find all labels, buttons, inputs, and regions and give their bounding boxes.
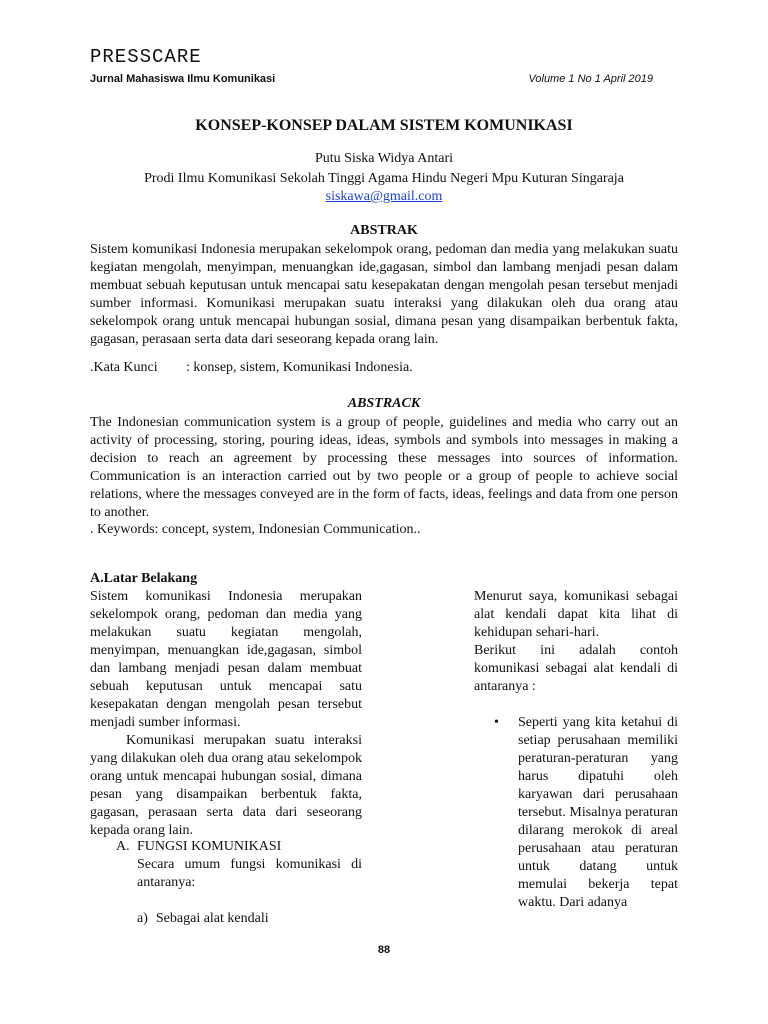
abstract-en-text: The Indonesian communication system is a group of people, guidelines and media who carry out an activity of processing, storing, pouring ideas, ideas, symbols and symbols into messages in making a decision to reach an agreement by processing these messages into sources of information. Communication is an interaction carried out by two people or a group of people to achieve social relations, where the messages conveyed are in the form of facts, ideas, feelings and data from one person to another. (90, 415, 678, 520)
sub-list-label: Sebagai alat kendali (155, 911, 269, 926)
list-item-fungsi (116, 838, 282, 856)
bullet-text: Seperti yang kita ketahui di setiap perusahaan memiliki peraturan-peraturan yang harus dipatuhi oleh karyawan dari perusahaan tersebut. Misalnya peraturan dilarang merokok di areal perusahaan atau peraturan untuk datang untuk memulai bekerja tepat waktu. Dari adanya (518, 715, 678, 910)
abstract-text: Sistem komunikasi Indonesia merupakan sekelompok orang, pedoman dan media yang melakukan suatu kegiatan mengolah, menyimpan, menuangkan ide,gagasan, simbol dan lambang menjadi pesan dalam membuat sebuah keputusan untuk mencapai satu kesepakatan dengan mengolah pesan tersebut menjadi sumber informasi. Komunikasi merupakan suatu interaksi yang dilakukan oleh dua orang atau sekelompok orang untuk mencapai hubungan sosial, dimana pesan yang disampaikan berbentuk fakta, gagasan, perasaan serta data dari seseorang kepada orang lain. (90, 242, 678, 347)
keywords-label: .Kata Kunci (90, 360, 158, 375)
list-label: FUNGSI KOMUNIKASI (137, 839, 282, 854)
article-title: KONSEP-KONSEP DALAM SISTEM KOMUNIKASI (195, 117, 573, 134)
author-email-line (0, 189, 768, 205)
page-number: 88 (377, 944, 391, 956)
list-item-text: Secara umum fungsi komunikasi di antaranya: (137, 857, 362, 890)
list-marker: A. (116, 839, 130, 854)
left-paragraph-1: Sistem komunikasi Indonesia merupakan sekelompok orang, pedoman dan media yang melakukan suatu kegiatan mengolah, menyimpan, menuangkan ide,gagasan, simbol dan lambang menjadi pesan dalam membuat sebuah keputusan untuk mencapai satu kesepakatan dengan mengolah pesan tersebut menjadi sumber informasi. (90, 589, 362, 730)
keywords-value: : konsep, sistem, Komunikasi Indonesia. (186, 360, 413, 375)
keywords-en: . Keywords: concept, system, Indonesian Communication.. (90, 522, 421, 537)
author-email-link[interactable]: siskawa@gmail.com (325, 189, 443, 204)
right-paragraph-1: Menurut saya, komunikasi sebagai alat kendali dapat kita lihat di kehidupan sehari-hari. (474, 589, 678, 640)
sub-list-marker: a) (137, 911, 148, 926)
sub-list-item (137, 910, 269, 928)
right-column (474, 588, 678, 696)
journal-volume: Volume 1 No 1 April 2019 (528, 73, 653, 85)
author-affiliation: Prodi Ilmu Komunikasi Sekolah Tinggi Agama Hindu Negeri Mpu Kuturan Singaraja (144, 171, 624, 186)
journal-name: Jurnal Mahasiswa Ilmu Komunikasi (90, 73, 276, 85)
author-name: Putu Siska Widya Antari (314, 151, 453, 166)
bullet-icon: • (494, 715, 499, 730)
abstract-heading: ABSTRAK (350, 223, 418, 238)
section-heading: A.Latar Belakang (90, 571, 198, 586)
left-paragraph-2: Komunikasi merupakan suatu interaksi yang dilakukan oleh dua orang atau sekelompok orang untuk mencapai hubungan sosial, dimana pesan yang disampaikan berbentuk fakta, gagasan, perasaan serta data dari seseorang kepada orang lain. (90, 733, 362, 838)
abstract-en-heading: ABSTRACK (347, 396, 421, 411)
keywords-line (90, 360, 413, 376)
left-column (90, 570, 362, 840)
journal-brand: PRESSCARE (90, 46, 202, 68)
right-paragraph-2: Berikut ini adalah contoh komunikasi sebagai alat kendali di antaranya : (474, 643, 678, 694)
bullet-list-item (494, 714, 678, 912)
